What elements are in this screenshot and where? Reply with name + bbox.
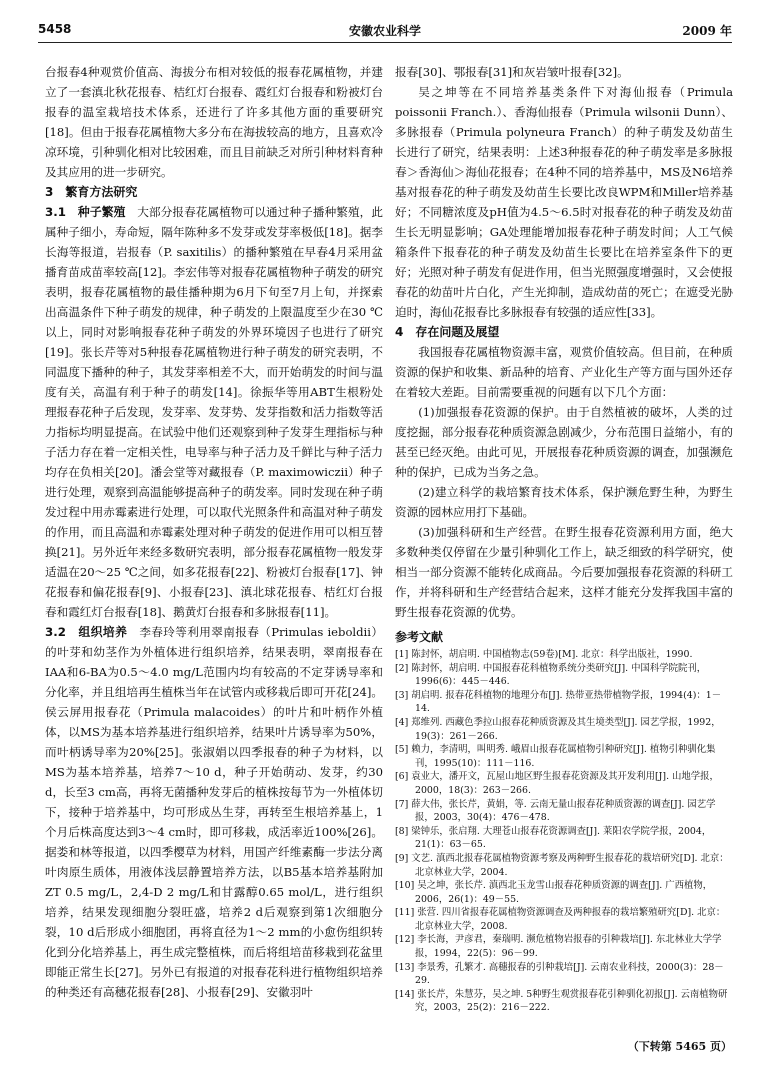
reference-item: [1] 陈封怀，胡启明. 中国植物志(59卷)[M]. 北京：科学出版社，1990. — [395, 649, 693, 660]
paragraph: 台报春4种观赏价值高、海拔分布相对较低的报春花属植物，并建立了一套滇北秋花报春、桔红灯台报春、霞红灯台报春和粉被灯台报春的温室栽培技术体系，还进行了许多其他方面的重要研究[18]。但由于报春花属植物大多分布在海拔较高的地方，且喜欢冷凉环境，引种驯化相对比较困难，而且目前缺乏对所引种材料育种及其应用的进一步研究。 — [45, 65, 383, 179]
journal-year: 2009 年 — [682, 24, 732, 38]
reference-item: [5] 赖力，李清明，叫明秀. 峨眉山报春花属植物引种研究[J]. 植物引种驯化集刊，1995(10)：111－116. — [395, 744, 716, 769]
reference-item: [4] 郑维列. 西藏色季拉山报春花种质资源及其生境类型[J]. 园艺学报，1992，19(3)：261－266. — [395, 716, 721, 742]
running-header — [38, 20, 732, 43]
page-number: 5458 — [38, 22, 72, 36]
reference-item: [12] 李长海，尹彦君，秦瑞明. 濒危植物岩报春的引种栽培[J]. 东北林业大学学报，1994，22(5)：96－99. — [395, 934, 722, 960]
reference-item: [11] 张营. 四川省报春花属植物资源调查及两种报春的栽培繁殖研究[D]. 北京：北京林业大学，2008. — [395, 907, 726, 932]
reference-item: [6] 袁业大，潘开文，瓦屋山地区野生报春花资源及其开发利用[J]. 山地学报，2000，18(3)：263－266. — [395, 771, 719, 796]
paragraph-text: 李春玲等利用翠南报春（Primulas ieboldii）的叶芽和幼茎作为外植体进行组织培养，结果表明，翠南报春在IAA和6-BA为0.5～4.0 mg/L范围内均有较高的不定芽诱导率和分化率，并且组培再生植株当年在试管内或移栽后即可开花[24]。侯云屏用报春花（Primula malacoides）的叶片和叶柄作外植体，以MS为基本培养基进行组织培养，结果叶片诱导率为50%，而叶柄诱导率为20%[25]。张淑娟以四季报春的种子为材料，以MS为基本培养基，培养7～10 d，种子开始萌动、发芽，约30 d，长至3 cm高，再将无菌播种发芽后的植株按每节为一外植体切下，接种于培养基中，均可形成丛生芽，再转至生根培养基上，1个月后株高度达到3～4 cm时，即可移栽，成活率近100%[26]。据娄和林等报道，以四季樱草为材料，用国产纤维素酶一步法分离叶肉原生质体，用液体浅层静置培养方法，以B5基本培养基附加ZT 0.5 mg/L，2,4-D 2 mg/L和甘露醇0.65 mol/L，进行组织培养，结果发现细胞分裂旺盛，培养2 d后观察到第1次细胞分裂，10 d后形成小细胞团，再将直径为1～2 mm的小愈伤组织转化到分化培养基上，再生成完整植株，而后将组培苗移栽到花盆里即能正常生长[27]。另外已有报道的对报春花科进行植物组织培养的种类还有高穗花报春[28]、小报春[29]、安徽羽叶 — [45, 625, 383, 999]
reference-item: [10] 吴之坤，张长芹. 滇西北玉龙雪山报春花种质资源的调查[J]. 广西植物，2006，26(1)：49－55. — [395, 880, 713, 905]
paragraph-text: 大部分报春花属植物可以通过种子播种繁殖，此属种子细小，寿命短，隔年陈种多不发芽或发芽率极低[18]。据李长海等报道，岩报春（P. saxitilis）的播种繁殖在早春4月采用盆播育苗成苗率较高[12]。李宏伟等对报春花属植物种子萌发的研究表明，报春花属植物的最佳播种期为6月下旬至7月上旬，并探索出高温条件下种子萌发的规律，种子萌发的上限温度至少在30 ℃以上，同时对影响报春花种子萌发的外界环境因子也进行了研究[19]。张长芹等对5种报春花属植物进行种子萌发的研究表明，不同温度下播种的种子，其发芽率相差不大，而开始萌发的时间与温度有关，高温有利于种子的萌发[14]。徐振华等用ABT生根粉处理报春花种子后发现，发芽率、发芽势、发芽指数和活力指数等活力指标均明显提高。在试验中他们还观察到种子发芽生理指标与种子活力存在着一定相关性，电导率与种子活力及千鲜比与种子活力均存在负相关[20]。潘会堂等对藏报春（P. maximowiczii）种子进行处理，观察到高温能够提高种子的萌发率。同时发现在种子萌发过程中用赤霉素进行处理，可以取代光照条件和高温对种子萌发的作用，而且高温和赤霉素处理对种子萌发的促进作用可以相互替换[21]。另外近年来经多数研究表明，部分报春花属植物一般发芽适温在20～25 ℃之间，如多花报春[22]、粉被灯台报春[17]、钟花报春和偏花报春[9]、小报春[23]、滇北球花报春、桔红灯台报春和霞红灯台报春[18]、鹅黄灯台报春和多脉报春[11]。 — [45, 205, 383, 619]
reference-item: [7] 薛大伟，张长芹，黄娟，等. 云南无量山报春花种质资源的调查[J]. 园艺学报，2003，30(4)：476－478. — [395, 798, 716, 824]
journal-name: 安徽农业科学 — [348, 24, 421, 38]
paragraph: (3)加强科研和生产经营。在野生报春花资源利用方面，绝大多数种类仅停留在少量引种驯化工作上，缺乏细致的科学研究，使相当一部分资源不能转化成商品。今后要加强报春花资源的科研工作，并将科研和生产经营结合起来，这样才能充分发挥我国丰富的野生报春花资源的优势。 — [395, 525, 733, 619]
continued-note: （下转第 5465 页） — [627, 1040, 732, 1053]
reference-item: [13] 李景秀，孔繁才. 高穗报春的引种栽培[J]. 云南农业科技，2000(3)：28－29. — [395, 961, 724, 987]
reference-item: [3] 胡启明. 报春花科植物的地理分布[J]. 热带亚热带植物学报，1994(4)：1－14. — [395, 689, 722, 715]
left-column — [45, 62, 383, 1002]
paragraph: 报春[30]、鄂报春[31]和灰岩皱叶报春[32]。 — [395, 65, 629, 79]
reference-item: [9] 文艺. 滇西北报春花属植物资源考察及两种野生报春花的栽培研究[D]. 北京：北京林业大学，2004. — [395, 852, 729, 878]
section-heading-3: 3 繁育方法研究 — [45, 185, 138, 199]
subsection-heading-3-1: 3.1 种子繁殖 — [45, 205, 126, 219]
paragraph: (2)建立科学的栽培繁育技术体系，保护濒危野生种，为野生资源的园林应用打下基础。 — [395, 485, 733, 519]
paragraph: 我国报春花属植物资源丰富，观赏价值较高。但目前，在种质资源的保护和收集、新品种的培育、产业化生产等方面与国外还存在着较大差距。目前需要重视的问题有以下几个方面： — [395, 345, 733, 399]
references-heading: 参考文献 — [395, 630, 444, 644]
paragraph: 吴之坤等在不同培养基类条件下对海仙报春（Primula poissonii Franch.）、香海仙报春（Primula wilsonii Dunn）、多脉报春（Primula polyneura Franch）的种子萌发及幼苗生长进行了研究，结果表明：上述3种报春花的种子萌发率是多脉报春＞香海仙＞海仙花报春；在4种不同的培养基中，MS及N6培养基对报春花的种子萌发及幼苗生长要比改良WPM和Miller培养基好；不同糖浓度及pH值为4.5～6.5时对报春花的种子萌发及幼苗生长无明显影响；GA处理能增加报春花种子萌发时间；人工气候箱条件下报春花的种子萌发及幼苗生长要比在培养室条件下的更好；光照对种子萌发有促进作用，但当光照强度增强时，又会使报春花的幼苗叶片白化，产生光抑制，造成幼苗的死亡；在遮受光胁迫时，海仙花报春比多脉报春有较强的适应性[33]。 — [395, 85, 733, 319]
reference-item: [14] 张长芹，朱慧芬，吴之坤. 5种野生观赏报春花引种驯化初报[J]. 云南植物研究，2003，25(2)：216－222. — [395, 988, 728, 1014]
reference-item: [8] 梁钟乐，张启翔. 大理苍山报春花资源调查[J]. 莱阳农学院学报，2004，21(1)：63－65. — [395, 825, 712, 851]
subsection-heading-3-2: 3.2 组织培养 — [45, 625, 128, 639]
references-list — [395, 648, 733, 1015]
reference-item: [2] 陈封怀，胡启明. 中国报春花科植物系统分类研究[J]. 中国科学院院刊，1996(6)：445－446. — [395, 662, 707, 688]
section-heading-4: 4 存在问题及展望 — [395, 325, 500, 339]
paragraph: (1)加强报春花资源的保护。由于自然植被的破坏，人类的过度挖掘，部分报春花种质资源急剧减少，分布范围日益缩小，有的甚至已经灭绝。由此可见，开展报春花种质资源的调查，加强濒危种的保护，已成为当务之急。 — [395, 405, 733, 479]
right-column — [395, 62, 733, 1015]
